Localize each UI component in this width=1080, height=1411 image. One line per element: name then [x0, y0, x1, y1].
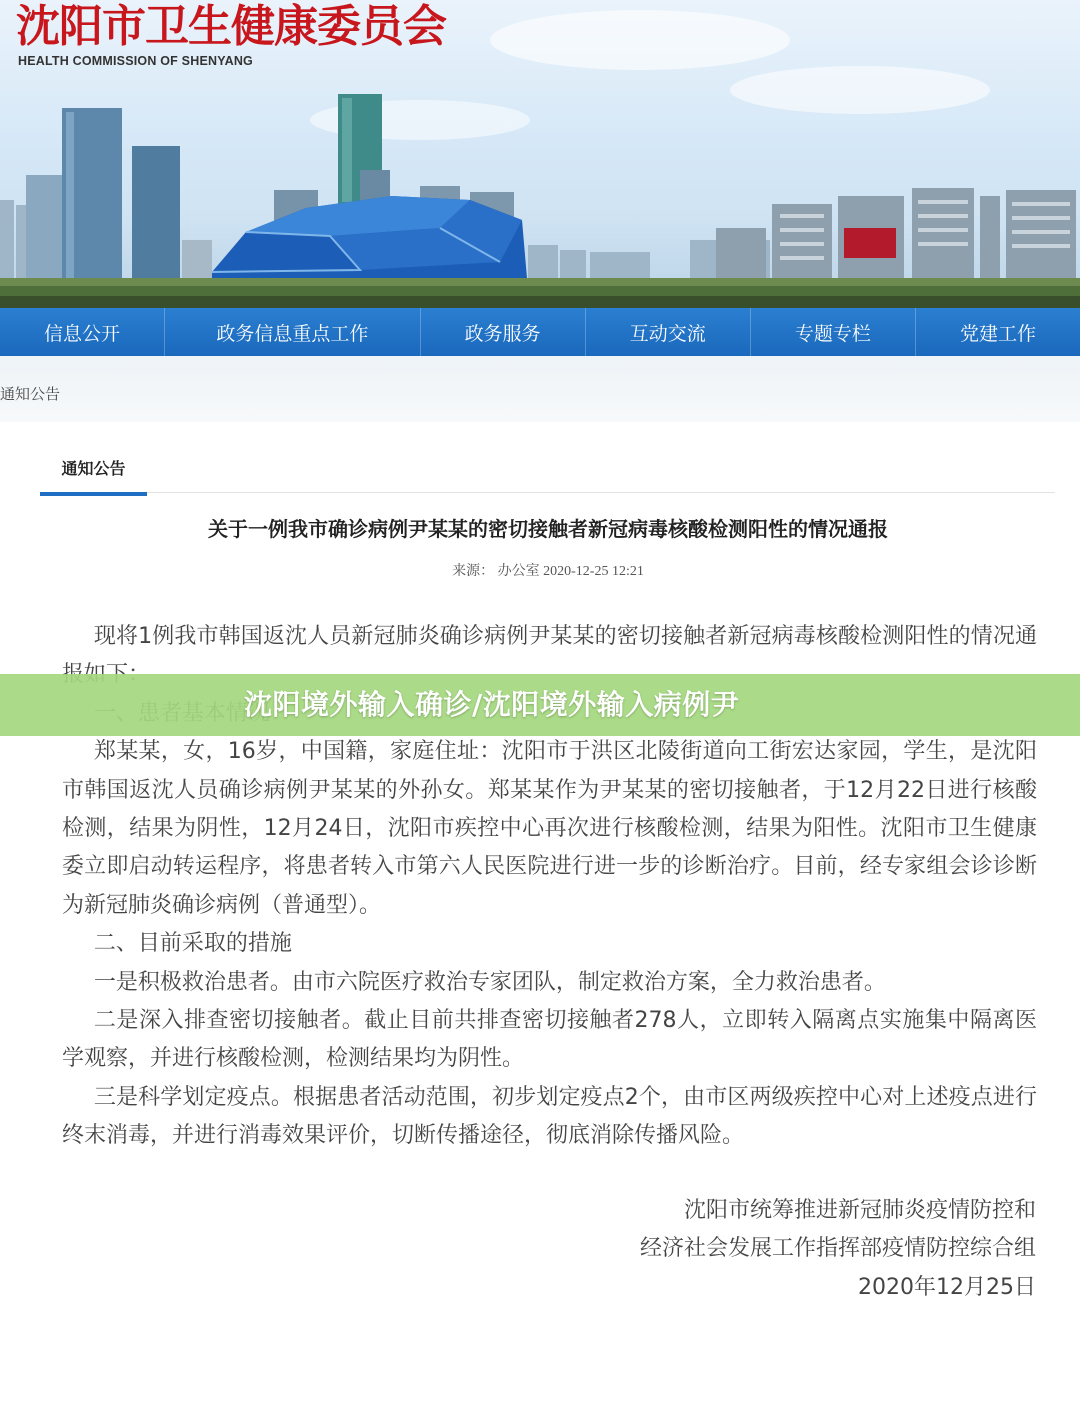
- site-title: 沈阳市卫生健康委员会: [16, 1, 446, 52]
- section-divider: [147, 492, 1055, 493]
- article-paragraph: 郑某某，女，16岁，中国籍，家庭住址：沈阳市于洪区北陵街道向工街宏达家园，学生，是沈阳市韩国返沈人员确诊病例尹某某的外孙女。郑某某作为尹某某的密切接触者，于12月22日进行核酸检测，结果为阴性，12月24日，沈阳市疾控中心再次进行核酸检测，结果为阳性。沈阳市卫生健康委立即启动转运程序，将患者转入市第六人民医院进行进一步的诊断治疗。目前，经专家组会诊诊断为新冠肺炎确诊病例（普通型）。: [62, 739, 1037, 918]
- article-paragraph: 二是深入排查密切接触者。截止目前共排查密切接触者278人，立即转入隔离点实施集中隔离医学观察，并进行核酸检测，检测结果均为阴性。: [62, 1008, 1037, 1072]
- article-meta: 来源： 办公室 2020-12-25 12:21: [452, 564, 644, 579]
- article-paragraph: 现将1例我市韩国返沈人员新冠肺炎确诊病例尹某某的密切接触者新冠病毒核酸检测阳性的情况通: [93, 624, 1037, 649]
- signature-date: 2020年12月25日: [858, 1274, 1036, 1300]
- signature-line: 沈阳市统筹推进新冠肺炎疫情防控和: [683, 1198, 1036, 1223]
- article-heading: 二、目前采取的措施: [93, 931, 292, 957]
- article-title: 关于一例我市确诊病例尹某某的密切接触者新冠病毒核酸检测阳性的情况通报: [208, 517, 888, 541]
- nav-item-party-building[interactable]: 党建工作: [959, 322, 1036, 345]
- nav-item-special-topics[interactable]: 专题专栏: [751, 308, 916, 356]
- caption-overlay-text: 沈阳境外输入确诊/沈阳境外输入病例尹: [244, 688, 740, 721]
- nav-item-interaction[interactable]: 互动交流: [586, 308, 751, 356]
- article-paragraph: 三是科学划定疫点。根据患者活动范围，初步划定疫点2个，由市区两级疾控中心对上述疫点进行终末消毒，并进行消毒效果评价，切断传播途径，彻底消除传播风险。: [62, 1084, 1037, 1149]
- nav-item-key-work[interactable]: 政务信息重点工作: [165, 308, 420, 356]
- section-tab-underline: [40, 492, 147, 496]
- nav-item-info-disclosure[interactable]: 信息公开: [0, 308, 165, 356]
- caption-overlay: [0, 674, 1080, 736]
- breadcrumb-band: [0, 356, 1080, 422]
- signature-line: 经济社会发展工作指挥部疫情防控综合组: [639, 1236, 1036, 1262]
- article-paragraph: 一是积极救治患者。由市六院医疗救治专家团队，制定救治方案，全力救治患者。: [93, 969, 886, 995]
- site-subtitle: HEALTH COMMISSION OF SHENYANG: [18, 54, 253, 68]
- section-tab-notices[interactable]: 通知公告: [61, 459, 126, 478]
- article-signature: [640, 1192, 1036, 1307]
- breadcrumb[interactable]: 通知公告: [0, 385, 61, 403]
- nav-item-government-services[interactable]: 政务服务: [421, 308, 586, 356]
- main-nav: [0, 308, 1080, 356]
- site-banner: [0, 0, 1080, 308]
